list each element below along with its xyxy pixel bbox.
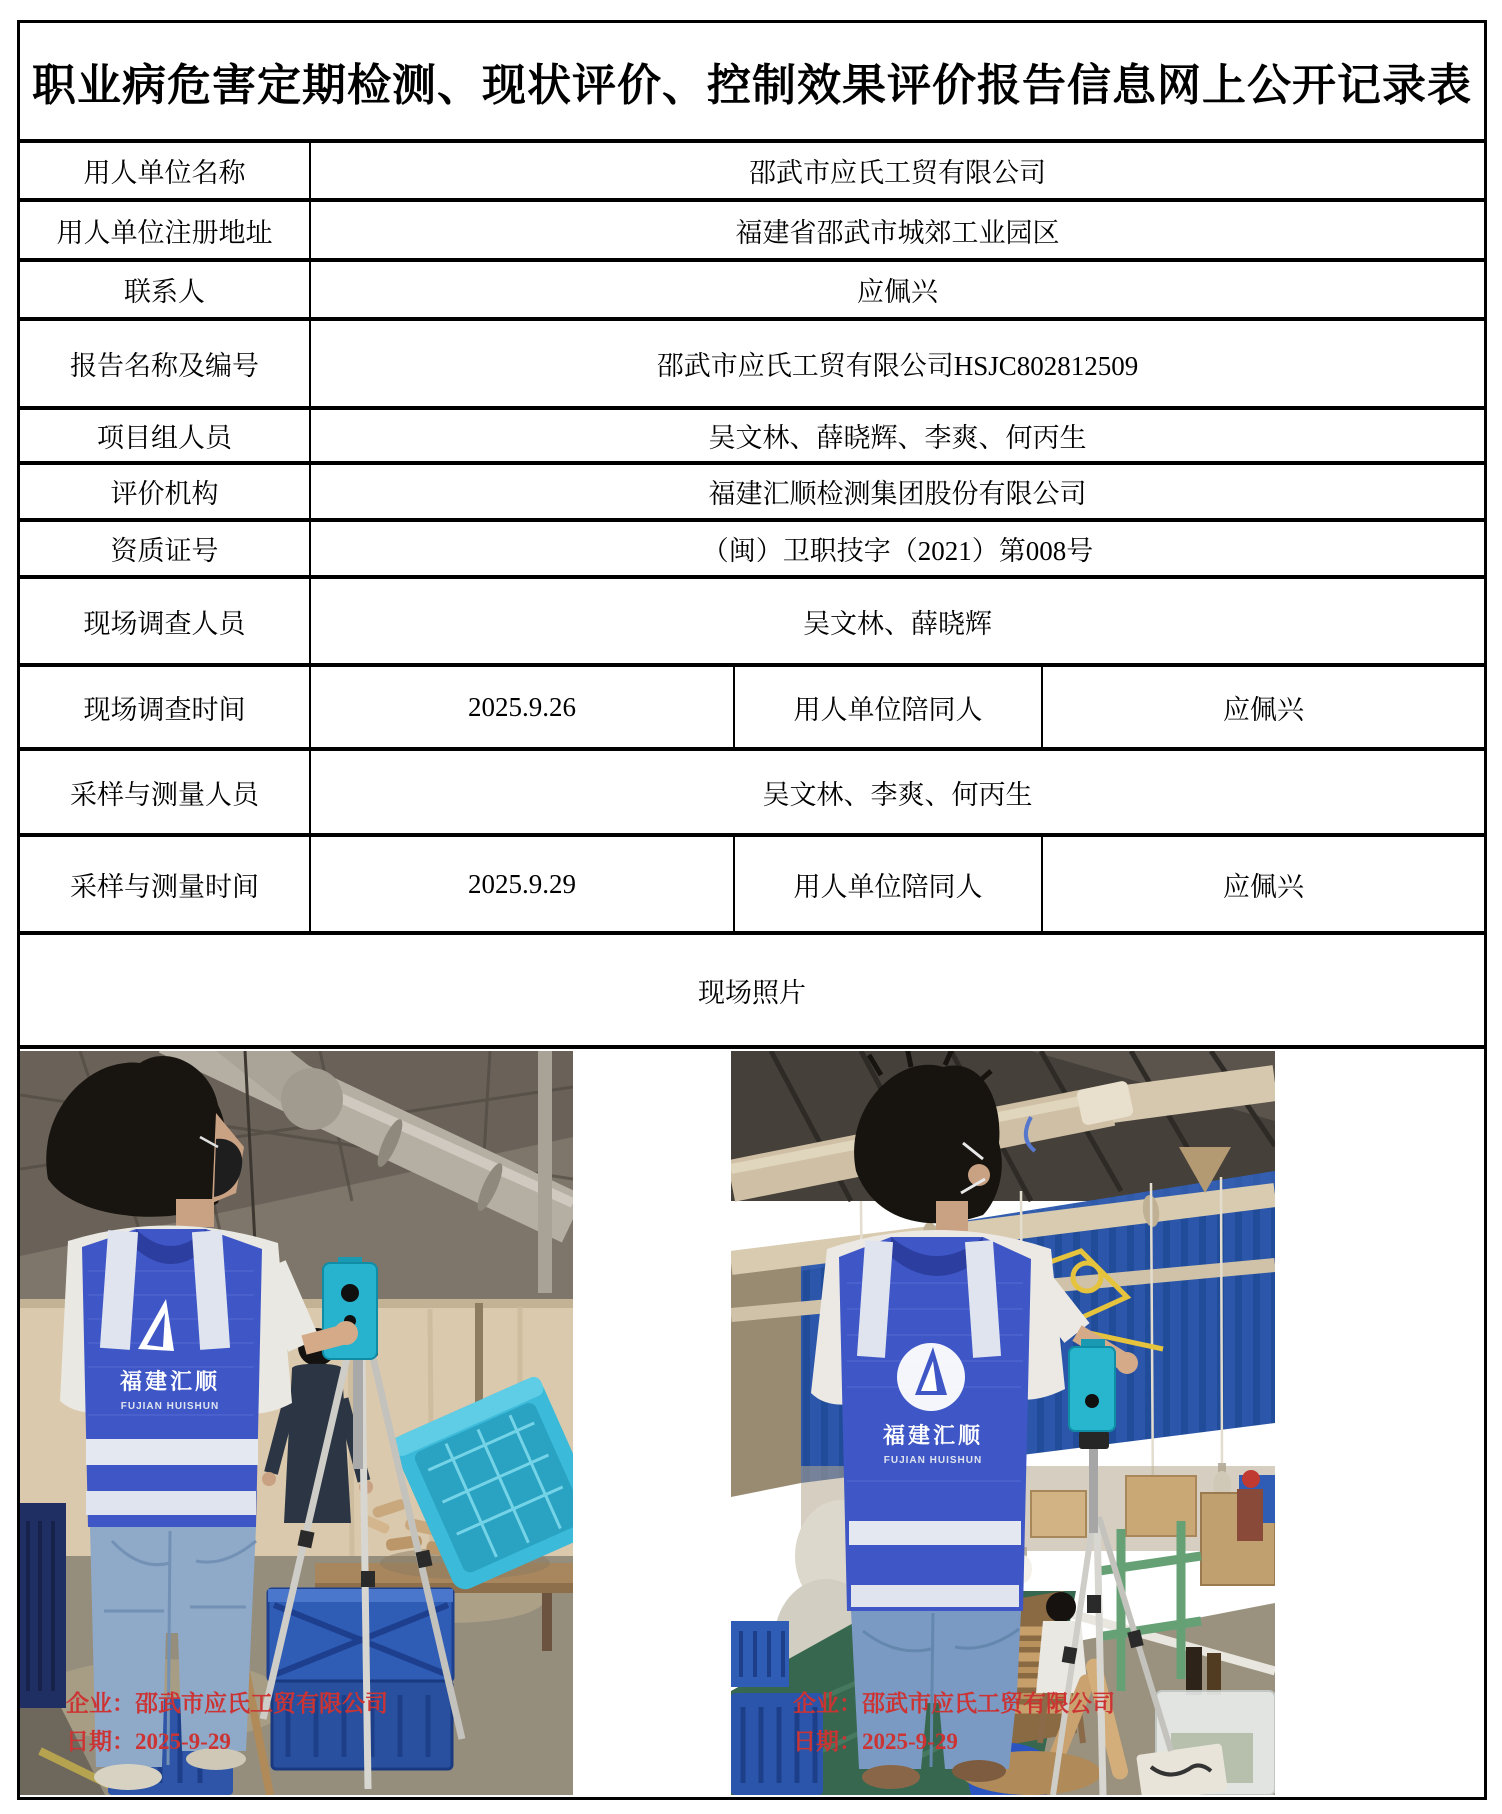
- row-survey-time: [20, 667, 1484, 751]
- survey-staff-label: 现场调查人员: [20, 579, 311, 663]
- row-report-name-no: [20, 321, 1484, 410]
- sampling-staff-value: 吴文林、李爽、何丙生: [762, 779, 1033, 810]
- project-team-value: 吴文林、薛晓辉、李爽、何丙生: [708, 423, 1087, 453]
- sampling-companion-label: 用人单位陪同人: [735, 837, 1043, 931]
- record-table: [17, 20, 1487, 1800]
- employer-address-label: 用人单位注册地址: [20, 202, 311, 258]
- page-title: 职业病危害定期检测、现状评价、控制效果评价报告信息网上公开记录表: [32, 61, 1472, 110]
- row-photos-header: [20, 935, 1484, 1049]
- left-vest-brand-text: 福建汇顺: [119, 1369, 221, 1394]
- employer-name-label: 用人单位名称: [20, 143, 311, 198]
- row-contact-person: [20, 262, 1484, 321]
- employer-address-value: 福建省邵武市城郊工业园区: [735, 217, 1060, 248]
- left-watermark-company: 企业：邵武市应氏工贸有限公司: [66, 1691, 388, 1716]
- site-photo-right: [731, 1051, 1275, 1795]
- sampling-time-label: 采样与测量时间: [20, 837, 311, 931]
- evaluation-agency-label: 评价机构: [20, 465, 311, 518]
- qualification-no-label: 资质证号: [20, 522, 311, 575]
- row-sampling-time: [20, 837, 1484, 935]
- sampling-companion-value: 应佩兴: [1223, 871, 1304, 902]
- sampling-time-value: 2025.9.29: [311, 837, 735, 931]
- survey-staff-value: 吴文林、薛晓辉: [803, 608, 992, 639]
- sampling-staff-label: 采样与测量人员: [20, 751, 311, 833]
- row-qualification-no: [20, 522, 1484, 579]
- row-site-photos: [20, 1049, 1484, 1797]
- survey-time-label: 现场调查时间: [20, 667, 311, 747]
- row-project-team: [20, 410, 1484, 465]
- survey-companion-label: 用人单位陪同人: [735, 667, 1043, 747]
- row-employer-address: [20, 202, 1484, 262]
- row-survey-staff: [20, 579, 1484, 667]
- site-photo-left: [20, 1051, 573, 1795]
- evaluation-agency-value: 福建汇顺检测集团股份有限公司: [708, 479, 1087, 509]
- project-team-label: 项目组人员: [20, 410, 311, 461]
- row-sampling-staff: [20, 751, 1484, 837]
- table-title-row: [20, 23, 1484, 143]
- photos-header-label: 现场照片: [698, 977, 806, 1008]
- row-employer-name: [20, 143, 1484, 202]
- contact-person-label: 联系人: [20, 262, 311, 317]
- right-vest-brand-subtext: FUJIAN HUISHUN: [883, 1455, 983, 1466]
- right-watermark-company: 企业：邵武市应氏工贸有限公司: [793, 1691, 1115, 1716]
- qualification-no-value: （闽）卫职技字（2021）第008号: [701, 536, 1094, 566]
- employer-name-value: 邵武市应氏工贸有限公司: [749, 158, 1046, 188]
- right-watermark-date: 日期：2025-9-29: [793, 1729, 958, 1754]
- report-name-no-label: 报告名称及编号: [20, 321, 311, 406]
- report-name-no-value: 邵武市应氏工贸有限公司HSJC802812509: [656, 351, 1139, 381]
- left-vest-brand-subtext: FUJIAN HUISHUN: [120, 1401, 220, 1412]
- left-watermark-date: 日期：2025-9-29: [66, 1729, 231, 1754]
- survey-companion-value: 应佩兴: [1223, 694, 1304, 725]
- survey-time-value: 2025.9.26: [311, 667, 735, 747]
- right-vest-brand-text: 福建汇顺: [882, 1423, 984, 1448]
- contact-person-value: 应佩兴: [857, 277, 938, 307]
- row-evaluation-agency: [20, 465, 1484, 522]
